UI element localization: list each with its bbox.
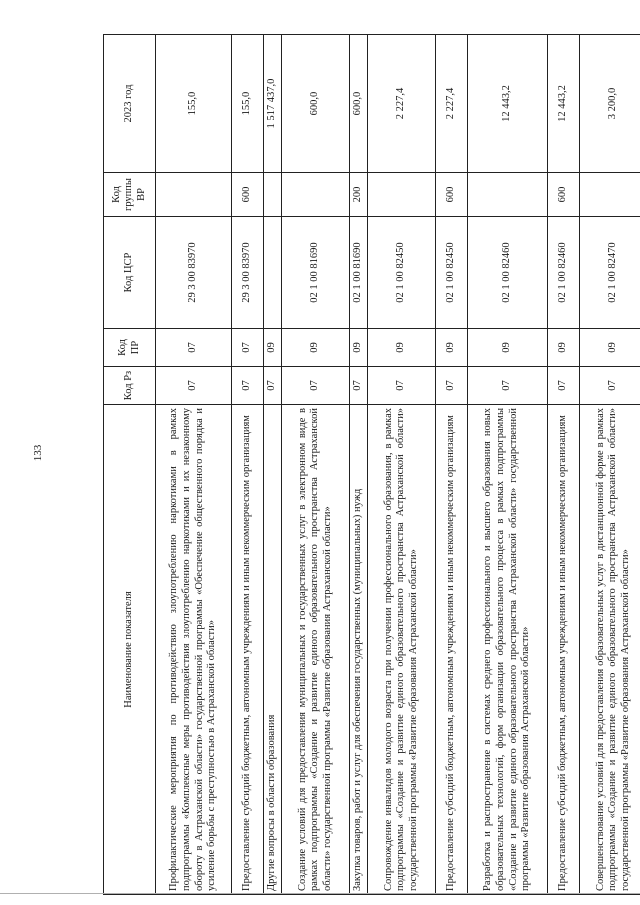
row-vr	[156, 173, 232, 217]
row-csr: 29 3 00 83970	[232, 217, 264, 329]
row-amount: 2 227,4	[436, 35, 468, 173]
row-pr: 07	[232, 329, 264, 367]
table-row	[156, 35, 232, 895]
page-number: 133	[32, 444, 44, 462]
row-rz: 07	[232, 367, 264, 405]
row-amount: 600,0	[350, 35, 368, 173]
row-rz: 07	[350, 367, 368, 405]
rotated-table-container	[103, 35, 631, 895]
row-pr: 09	[368, 329, 436, 367]
row-csr: 02 1 00 82470	[580, 217, 640, 329]
row-vr	[580, 173, 640, 217]
row-vr	[468, 173, 548, 217]
row-name: Профилактические мероприятия по противодействию злоупотреблению наркотиками в рамках подпрограммы «Комплексные меры противодействия злоупотреблению наркотиками и их незаконному обороту в Астраханской области» государственной программы «Обеспечение общественного порядка и усиление борьбы с преступностью в Астраханской области»	[156, 405, 232, 895]
row-pr: 09	[282, 329, 350, 367]
row-amount: 1 517 437,0	[264, 35, 282, 173]
row-rz: 07	[468, 367, 548, 405]
row-amount: 155,0	[156, 35, 232, 173]
row-pr: 09	[468, 329, 548, 367]
row-amount: 2 227,4	[368, 35, 436, 173]
row-vr	[368, 173, 436, 217]
row-rz: 07	[282, 367, 350, 405]
row-csr: 02 1 00 82460	[468, 217, 548, 329]
row-csr: 29 3 00 83970	[156, 217, 232, 329]
row-name: Предоставление субсидий бюджетным, автономным учреждениям и иным некоммерческим организациям	[232, 405, 264, 895]
row-amount: 12 443,2	[548, 35, 580, 173]
row-vr: 600	[548, 173, 580, 217]
row-rz: 07	[580, 367, 640, 405]
table-row	[282, 35, 350, 895]
table-row	[368, 35, 436, 895]
header-csr: Код ЦСР	[104, 217, 156, 329]
row-rz: 07	[436, 367, 468, 405]
row-amount: 12 443,2	[468, 35, 548, 173]
row-amount: 155,0	[232, 35, 264, 173]
row-rz: 07	[156, 367, 232, 405]
row-pr: 09	[580, 329, 640, 367]
table-row	[468, 35, 548, 895]
header-amount: 2023 год	[104, 35, 156, 173]
table-header-row	[104, 35, 156, 895]
header-vr: Код группы ВР	[104, 173, 156, 217]
row-vr: 200	[350, 173, 368, 217]
row-amount: 600,0	[282, 35, 350, 173]
row-pr: 09	[548, 329, 580, 367]
row-name: Разработка и распространение в системах среднего профессионального и высшего образования новых образовательных технологий, форм организации образовательного процесса в рамках подпрограммы «Создание и развитие единого образовательного пространства Астраханской области» государственной программы «Развитие образования Астраханской области»	[468, 405, 548, 895]
table-row	[436, 35, 468, 895]
row-pr: 09	[264, 329, 282, 367]
row-vr	[264, 173, 282, 217]
row-name: Предоставление субсидий бюджетным, автономным учреждениям и иным некоммерческим организациям	[548, 405, 580, 895]
table-row	[580, 35, 640, 895]
header-rz: Код Рз	[104, 367, 156, 405]
row-csr	[264, 217, 282, 329]
row-name: Совершенствование условий для предоставления образовательных услуг в дистанционной форме в рамках подпрограммы «Создание и развитие единого образовательного пространства Астраханской области» государственной программы «Развитие образования Астраханской области»	[580, 405, 640, 895]
header-name: Наименование показателя	[104, 405, 156, 895]
row-name: Сопровождение инвалидов молодого возраста при получении профессионального образования, в рамках подпрограммы «Создание и развитие единого образовательного пространства Астраханской области» государственной программы «Развитие образования Астраханской области»	[368, 405, 436, 895]
row-csr: 02 1 00 82450	[368, 217, 436, 329]
row-csr: 02 1 00 82460	[548, 217, 580, 329]
table-row	[350, 35, 368, 895]
row-name: Создание условий для предоставления муниципальных и государственных услуг в электронном виде в рамках подпрограммы «Создание и развитие единого образовательного пространства Астраханской области» государственной программы «Развитие образования Астраханской области»	[282, 405, 350, 895]
budget-table	[103, 34, 640, 895]
row-rz: 07	[264, 367, 282, 405]
row-csr: 02 1 00 81690	[282, 217, 350, 329]
table-row	[264, 35, 282, 895]
row-pr: 07	[156, 329, 232, 367]
row-pr: 09	[350, 329, 368, 367]
row-rz: 07	[548, 367, 580, 405]
table-row	[548, 35, 580, 895]
header-pr: Код ПР	[104, 329, 156, 367]
row-csr: 02 1 00 81690	[350, 217, 368, 329]
row-vr: 600	[436, 173, 468, 217]
row-pr: 09	[436, 329, 468, 367]
row-vr	[282, 173, 350, 217]
row-csr: 02 1 00 82450	[436, 217, 468, 329]
row-name: Закупка товаров, работ и услуг для обеспечения государственных (муниципальных) нужд	[350, 405, 368, 895]
row-vr: 600	[232, 173, 264, 217]
scan-bottom-edge	[0, 893, 640, 894]
row-name: Предоставление субсидий бюджетным, автономным учреждениям и иным некоммерческим организациям	[436, 405, 468, 895]
row-amount: 3 200,0	[580, 35, 640, 173]
row-rz: 07	[368, 367, 436, 405]
table-row	[232, 35, 264, 895]
row-name: Другие вопросы в области образования	[264, 405, 282, 895]
